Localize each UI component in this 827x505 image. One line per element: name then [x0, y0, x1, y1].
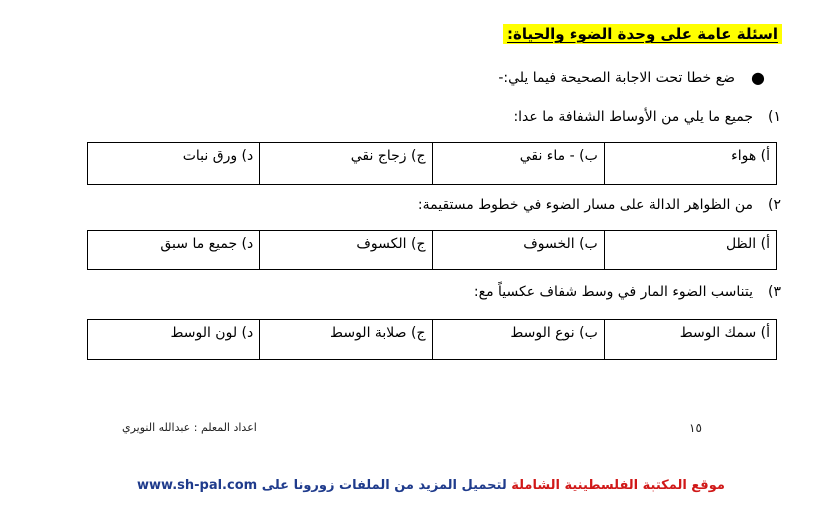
question-number: ٢) — [768, 197, 781, 213]
question-3 — [474, 284, 781, 300]
option-d[interactable]: د) لون الوسط — [88, 320, 260, 360]
site-name: موقع المكتبة الفلسطينية الشاملة — [511, 478, 725, 493]
question-1 — [513, 109, 781, 125]
option-a[interactable]: أ) هواء — [604, 143, 776, 185]
banner-lead-text: لتحميل المزيد من الملفات زورونا على — [261, 478, 507, 493]
site-url-link[interactable]: www.sh-pal.com — [137, 478, 258, 493]
option-b[interactable]: ب) - ماء نقي — [432, 143, 604, 185]
bullet-icon: ● — [751, 68, 765, 87]
question-number: ٣) — [768, 284, 781, 300]
question-text: جميع ما يلي من الأوساط الشفافة ما عدا: — [513, 109, 753, 125]
question-number: ١) — [768, 109, 781, 125]
question-text: يتناسب الضوء المار في وسط شفاف عكسياً مع: — [473, 284, 753, 300]
options-table-3 — [87, 319, 777, 360]
option-a[interactable]: أ) سمك الوسط — [604, 320, 776, 360]
options-table-1 — [87, 142, 777, 185]
option-a[interactable]: أ) الظل — [604, 231, 776, 270]
page-title: اسئلة عامة على وحدة الضوء والحياة: — [503, 24, 782, 44]
option-d[interactable]: د) جميع ما سبق — [88, 231, 260, 270]
option-c[interactable]: ج) زجاج نقي — [260, 143, 432, 185]
option-b[interactable]: ب) الخسوف — [432, 231, 604, 270]
download-banner — [137, 478, 725, 493]
instruction-text: ضع خطا تحت الاجابة الصحيحة فيما يلي:- — [498, 70, 735, 86]
option-c[interactable]: ج) الكسوف — [260, 231, 432, 270]
option-b[interactable]: ب) نوع الوسط — [432, 320, 604, 360]
question-text: من الظواهر الدالة على مسار الضوء في خطوط مستقيمة: — [417, 197, 753, 213]
option-c[interactable]: ج) صلابة الوسط — [260, 320, 432, 360]
author-credit: اعداد المعلم : عبدالله النويري — [122, 421, 257, 434]
question-2 — [418, 197, 781, 213]
options-table-2 — [87, 230, 777, 270]
page-number: ١٥ — [689, 421, 702, 435]
option-d[interactable]: د) ورق نبات — [88, 143, 260, 185]
